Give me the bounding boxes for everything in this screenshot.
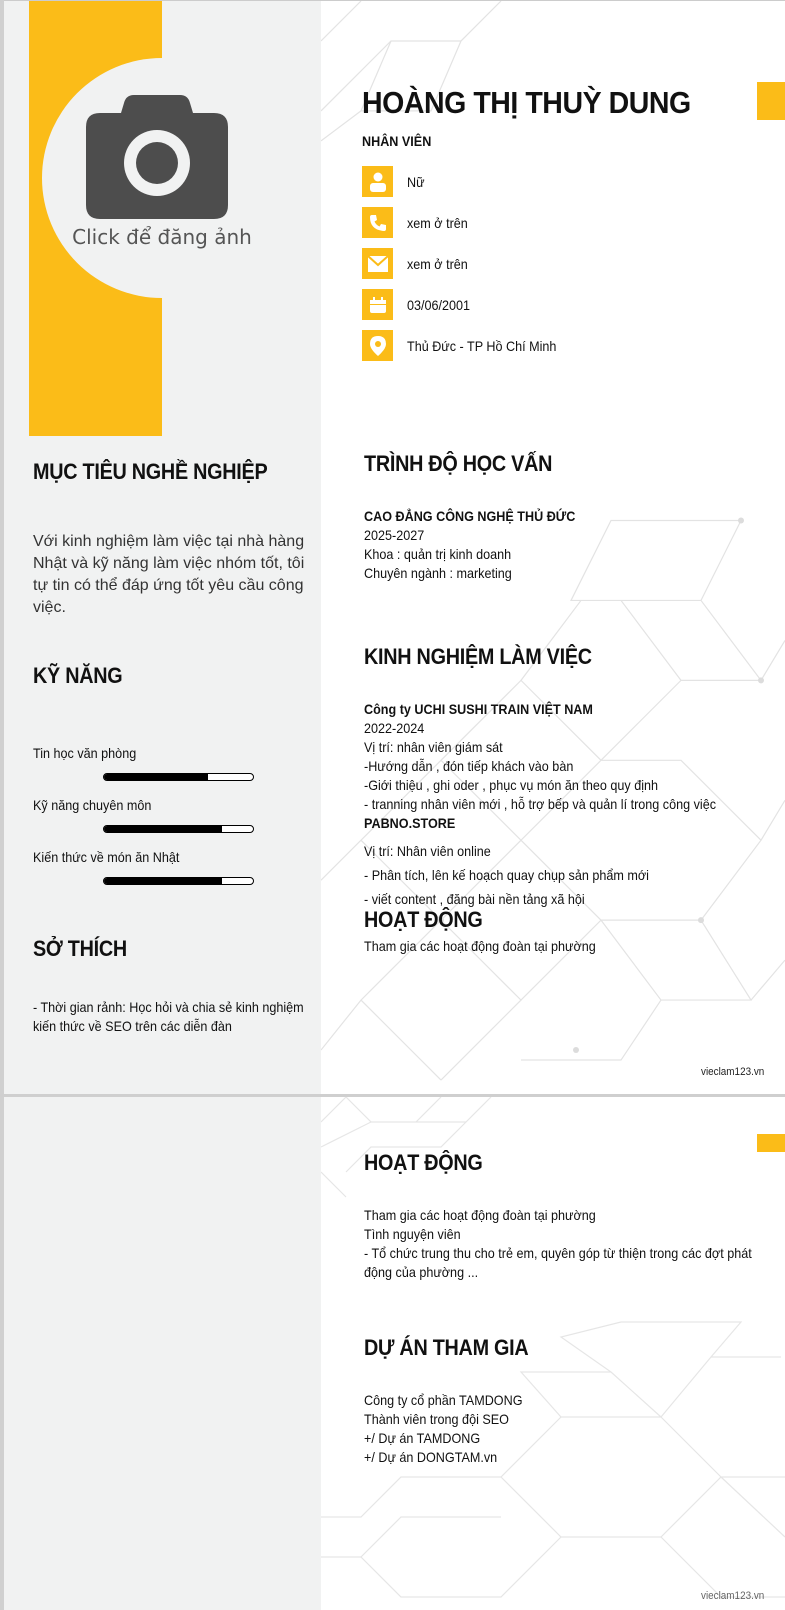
hobbies-text: - Thời gian rảnh: Học hỏi và chia sẻ kinh nghiệm kiến thức về SEO trên các diễn đàn <box>33 999 304 1034</box>
objective-text: Với kinh nghiệm làm việc tại nhà hàng Nhật và kỹ năng làm việc nhóm tốt, tôi tự tin có thể đáp ứng tốt yêu cầu công việc. <box>33 533 305 616</box>
skill-bar <box>103 877 254 885</box>
camera-icon[interactable] <box>86 95 228 219</box>
activities-details: Tham gia các hoạt động đoàn tại phường Tình nguyện viên - Tổ chức trung thu cho trẻ em, quyên góp từ thiện trong các đợt phát động của phường ... <box>364 1207 752 1280</box>
calendar-icon <box>362 289 393 320</box>
activities-text: Tham gia các hoạt động đoàn tại phường <box>364 938 596 954</box>
phone-icon <box>362 207 393 238</box>
location-pin-icon <box>362 330 393 361</box>
experience-job-1: Công ty UCHI SUSHI TRAIN VIỆT NAM 2022-2024 Vị trí: nhân viên giám sát -Hướng dẫn , đón tiếp khách vào bàn -Giới thiệu , ghi oder , phục vụ món ăn theo quy định - tranning nhân viên mới , hỗ trợ bếp và quản lí trong công việc PABNO.STORE <box>364 701 717 831</box>
skills-heading: KỸ NĂNG <box>33 663 123 688</box>
education-heading: TRÌNH ĐỘ HỌC VẤN <box>364 451 553 476</box>
mail-icon <box>362 248 393 279</box>
projects-heading: DỰ ÁN THAM GIA <box>364 1335 529 1360</box>
skill-bar <box>103 825 254 833</box>
skill-bar <box>103 773 254 781</box>
candidate-role: NHÂN VIÊN <box>362 133 432 149</box>
activities-heading: HOẠT ĐỘNG <box>364 907 483 932</box>
education-details: CAO ĐẲNG CÔNG NGHỆ THỦ ĐỨC 2025-2027 Khoa : quản trị kinh doanh Chuyên ngành : marketing <box>364 508 576 581</box>
contact-birthdate: 03/06/2001 <box>362 289 477 320</box>
contact-email: xem ở trên <box>362 248 475 279</box>
hobbies-heading: SỞ THÍCH <box>33 936 127 961</box>
activities-heading: HOẠT ĐỘNG <box>364 1150 483 1175</box>
objective-heading: MỤC TIÊU NGHỀ NGHIỆP <box>33 459 268 484</box>
watermark: vieclam123.vn <box>701 1066 765 1078</box>
skill-label: Kiến thức về món ăn Nhật <box>33 849 180 865</box>
contact-phone: xem ở trên <box>362 207 475 238</box>
contact-gender: Nữ <box>362 166 426 197</box>
watermark: vieclam123.vn <box>701 1590 765 1602</box>
photo-upload-caption[interactable]: Click để đăng ảnh <box>72 225 252 249</box>
contact-address: Thủ Đức - TP Hồ Chí Minh <box>362 330 573 361</box>
sidebar <box>4 1097 321 1610</box>
skill-label: Kỹ năng chuyên môn <box>33 797 152 813</box>
accent-tab <box>757 82 785 120</box>
sidebar <box>4 1 321 1095</box>
accent-tab <box>757 1134 785 1152</box>
candidate-name: HOÀNG THỊ THUỲ DUNG <box>362 85 691 120</box>
experience-job-2: Vị trí: Nhân viên online - Phân tích, lên kế hoạch quay chụp sản phẩm mới - viết content , đăng bài nền tảng xã hội <box>364 843 649 907</box>
cv-page-2 <box>4 1097 785 1610</box>
experience-heading: KINH NGHIỆM LÀM VIỆC <box>364 644 592 669</box>
person-icon <box>362 166 393 197</box>
projects-details: Công ty cổ phần TAMDONG Thành viên trong đội SEO +/ Dự án TAMDONG +/ Dự án DONGTAM.vn <box>364 1392 523 1465</box>
skill-label: Tin học văn phòng <box>33 745 137 761</box>
cv-page-1 <box>4 0 785 1095</box>
